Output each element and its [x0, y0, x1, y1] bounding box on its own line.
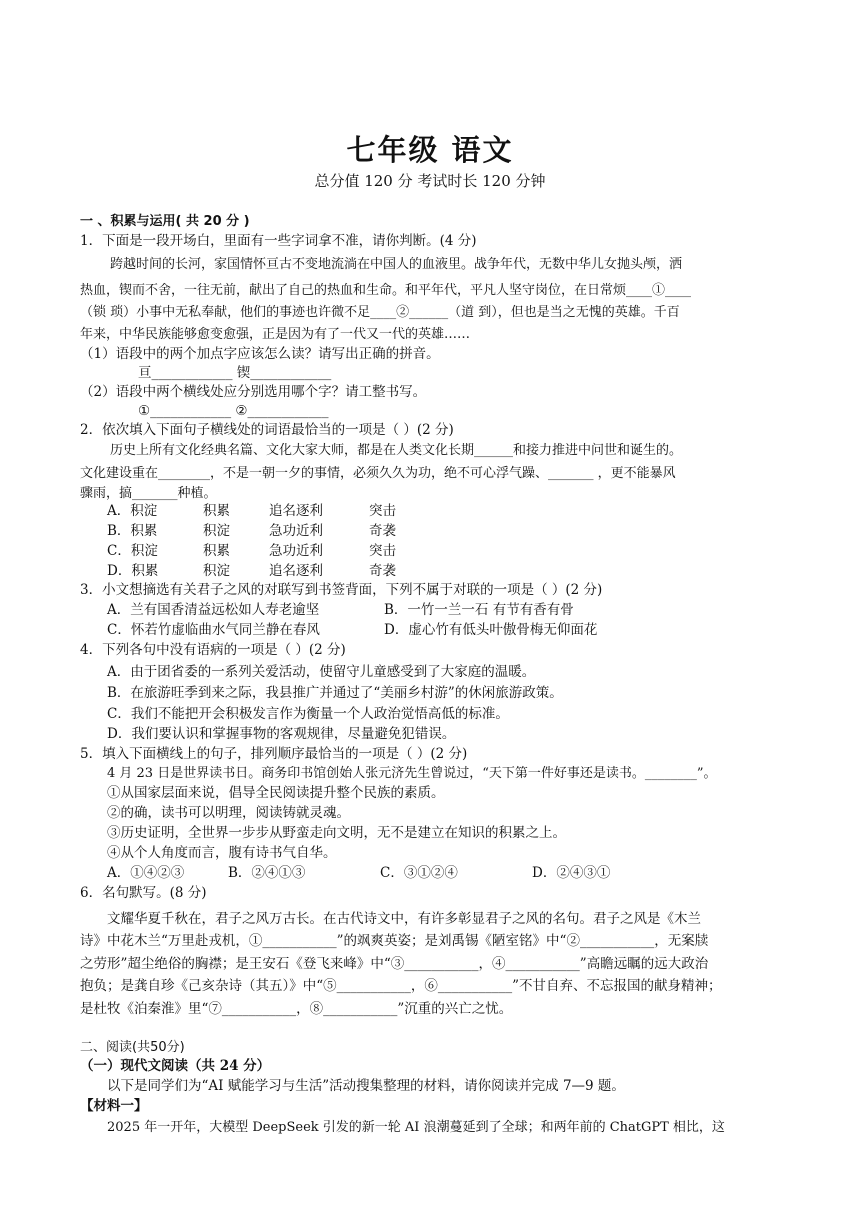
- question-3-option-a: A．兰有国香清益远松如人寿老逾坚: [107, 602, 320, 618]
- question-3-stem: 3．小文想摘选有关君子之风的对联写到书签背面，下列不属于对联的一项是（ ）(2 分): [80, 582, 603, 598]
- question-5-option-b: B．②④①③: [228, 865, 306, 881]
- question-6-passage-line-1: 文耀华夏千秋在，君子之风万古长。在古代诗文中，有许多彰显君子之风的名句。君子之风是《木兰: [107, 911, 701, 927]
- material-1-label: 【材料一】: [80, 1098, 148, 1114]
- question-3-option-b: B．一竹一兰一石 有节有香有骨: [384, 602, 574, 618]
- question-2-passage-line-3: 骤雨，搞_______种植。: [80, 486, 217, 501]
- question-1-sub-2-answer-line: ①____________ ②____________: [138, 403, 329, 419]
- section-1-heading: 一 、积累与运用( 共 20 分 ): [80, 214, 250, 229]
- question-1-passage-line-2: 热血，锲而不舍，一往无前，献出了自己的热血和生命。和平年代，平凡人坚守岗位，在日常烦____①____: [80, 283, 692, 298]
- question-5-sentence-3: ③历史证明，全世界一步步从野蛮走向文明，无不是建立在知识的积累之上。: [107, 825, 566, 841]
- question-1-sub-2: （2）语段中两个横线处应分别选用哪个字？请工整书写。: [80, 384, 427, 400]
- question-5-passage: 4 月 23 日是世界读书日。商务印书馆创始人张元济先生曾说过，“天下第一件好事还是读书。________”。: [107, 766, 717, 781]
- question-1-passage-line-4: 年来，中华民族能够愈变愈强，正是因为有了一代又一代的英雄……: [80, 327, 471, 342]
- question-2-passage-line-1: 历史上所有文化经典名篇、文化大家大师，都是在人类文化长期______和接力推进中问世和诞生的。: [110, 443, 683, 458]
- question-2-stem: 2．依次填入下面句子横线处的词语最恰当的一项是（ ）(2 分): [80, 422, 454, 438]
- section-2-subheading: （一）现代文阅读（共 24 分）: [80, 1058, 271, 1074]
- page-title: 七年级 语文: [346, 133, 514, 167]
- question-1-stem: 1．下面是一段开场白，里面有一些字词拿不准，请你判断。(4 分): [80, 233, 477, 249]
- question-5-sentence-1: ①从国家层面来说，倡导全民阅读提升整个民族的素质。: [107, 785, 445, 801]
- question-5-option-a: A．①④②③: [107, 865, 185, 881]
- question-5-stem: 5．填入下面横线上的句子，排列顺序最恰当的一项是（ ）(2 分): [80, 746, 468, 762]
- question-5-option-d: D．②④③①: [532, 865, 611, 881]
- question-6-passage-line-4: 抱负；是龚自珍《己亥杂诗（其五）》中“⑤___________，⑥___________”不甘自弃、不忘报国的献身精神；: [80, 978, 722, 994]
- question-5-option-c: C．③①②④: [380, 865, 458, 881]
- section-2-intro: 以下是同学们为“AI 赋能学习与生活”活动搜集整理的材料，请你阅读并完成 7—9 题。: [107, 1078, 625, 1094]
- material-1-line-1: 2025 年一开年，大模型 DeepSeek 引发的新一轮 AI 浪潮蔓延到了全球；和两年前的 ChatGPT 相比，这: [107, 1120, 725, 1135]
- section-2-heading: 二、阅读(共50分): [80, 1040, 185, 1055]
- question-1-sub-1: （1）语段中的两个加点字应该怎么读？请写出正确的拼音。: [80, 346, 440, 362]
- question-6-passage-line-5: 是杜牧《泊秦淮》里“⑦___________，⑧___________”沉重的兴亡之忧。: [80, 1001, 513, 1017]
- question-1-passage-line-1: 跨越时间的长河，家国情怀亘古不变地流淌在中国人的血液里。战争年代，无数中华儿女抛头颅，洒: [110, 257, 683, 272]
- question-4-stem: 4．下列各句中没有语病的一项是（ ）(2 分): [80, 642, 346, 658]
- question-4-option-b: B．在旅游旺季到来之际，我县推广并通过了“美丽乡村游”的休闲旅游政策。: [107, 685, 563, 701]
- question-3-option-d: D．虚心竹有低头叶傲骨梅无仰面花: [384, 622, 598, 638]
- question-4-option-c: C．我们不能把开会积极发言作为衡量一个人政治觉悟高低的标准。: [107, 706, 509, 722]
- question-4-option-d: D．我们要认识和掌握事物的客观规律，尽量避免犯错误。: [107, 726, 456, 742]
- question-6-passage-line-3: 之劳形”超尘绝俗的胸襟；是王安石《登飞来峰》中“③___________，④___________”高瞻远瞩的远大政治: [80, 956, 709, 972]
- page-subtitle: 总分值 120 分 考试时长 120 分钟: [314, 172, 546, 190]
- question-2-passage-line-2: 文化建设重在________，不是一朝一夕的事情，必须久久为功，绝不可心浮气躁、_______ ，更不能暴风: [80, 466, 676, 481]
- question-3-option-c: C．怀若竹虚临曲水气同兰静在春风: [107, 622, 320, 638]
- exam-page: 七年级 语文 总分值 120 分 考试时长 120 分钟 一 、积累与运用( 共 20 分 ) 1．下面是一段开场白，里面有一些字词拿不准，请你判断。(4 分) 跨越时间的长河，家国情怀亘古不变地流淌在中国人的血液里。战争年代，无数中华儿女抛头颅，洒 热血，锲而不舍，一往无前，献出了自己的热血和生命。和平年代，平凡人坚守岗位，在日常烦____①____ （锁 琐）小事中无私奉献，他们的事迹也许微不足____②______（道 到），但也是当之无愧的英雄。千百 年来，中华民族能够愈变愈强，正是因为有了一代又一代的英雄…… （1）语段中的两个加点字应该怎么读？请写出正确的拼音。 亘____________ 锲____________ （2）语段中两个横线处应分别选用哪个字？请工整书写。 ①____________ ②____________ 2．依次填入下面句子横线处的词语最恰当的一项是（ ）(2 分) 历史上所有文化经典名篇、文化大家大师，都是在人类文化长期______和接力推进中问世和诞生的。 文化建设重在________，不是一朝一夕的事情，必须久久为功，绝不可心浮气躁、_______ ，更不能暴风 骤雨，搞_______种植。 A．积淀 积累 追名逐利 突击 B．积累 积淀 急功近利 奇袭 C．积淀 积累 急功近利 突击 D．积累 积淀 追名逐利 奇袭 3．小文想摘选有关君子之风的对联写到书签背面，下列不属于对联的一项是（ ）(2 分) A．兰有国香清益远松如人寿老逾坚 B．一竹一兰一石 有节有香有骨 C．怀若竹虚临曲水气同兰静在春风 D．虚心竹有低头叶傲骨梅无仰面花 4．下列各句中没有语病的一项是（ ）(2 分) A．由于团省委的一系列关爱活动，使留守儿童感受到了大家庭的温暖。 B．在旅游旺季到来之际，我县推广并通过了“美丽乡村游”的休闲旅游政策。 C．我们不能把开会积极发言作为衡量一个人政治觉悟高低的标准。 D．我们要认识和掌握事物的客观规律，尽量避免犯错误。 5．填入下面横线上的句子，排列顺序最恰当的一项是（ ）(2 分) 4 月 23 日是世界读书日。商务印书馆创始人张元济先生曾说过，“天下第一件好事还是读书。________”。 ①从国家层面来说，倡导全民阅读提升整个民族的素质。 ②的确，读书可以明理，阅读铸就灵魂。 ③历史证明，全世界一步步从野蛮走向文明，无不是建立在知识的积累之上。 ④从个人角度而言，腹有诗书气自华。 A．①④②③ B．②④①③ C．③①②④ D．②④③① 6．名句默写。(8 分) 文耀华夏千秋在，君子之风万古长。在古代诗文中，有许多彰显君子之风的名句。君子之风是《木兰 诗》中花木兰“万里赴戎机，①___________”的飒爽英姿；是刘禹锡《陋室铭》中“②___________，无案牍 之劳形”超尘绝俗的胸襟；是王安石《登飞来峰》中“③___________，④___________”高瞻远瞩的远大政治 抱负；是龚自珍《己亥杂诗（其五）》中“⑤___________，⑥___________”不甘自弃、不忘报国的献身精神； 是杜牧《泊秦淮》里“⑦___________，⑧___________”沉重的兴亡之忧。 二、阅读(共50分) （一）现代文阅读（共 24 分） 以下是同学们为“AI 赋能学习与生活”活动搜集整理的材料，请你阅读并完成 7—9 题。 【材料一】 2025 年一开年，大模型 DeepSeek 引发的新一轮 AI 浪潮蔓延到了全球；和两年前的 ChatGPT 相比，这: [0, 0, 860, 1216]
- question-6-passage-line-2: 诗》中花木兰“万里赴戎机，①___________”的飒爽英姿；是刘禹锡《陋室铭》中“②___________，无案牍: [80, 933, 709, 949]
- question-1-passage-line-3: （锁 琐）小事中无私奉献，他们的事迹也许微不足____②______（道 到），但也是当之无愧的英雄。千百: [80, 305, 680, 320]
- question-1-sub-1-answer-line: 亘____________ 锲____________: [138, 365, 332, 381]
- question-4-option-a: A．由于团省委的一系列关爱活动，使留守儿童感受到了大家庭的温暖。: [107, 664, 536, 680]
- question-5-sentence-4: ④从个人角度而言，腹有诗书气自华。: [107, 845, 337, 861]
- question-5-sentence-2: ②的确，读书可以明理，阅读铸就灵魂。: [107, 805, 350, 821]
- question-6-stem: 6．名句默写。(8 分): [80, 885, 207, 901]
